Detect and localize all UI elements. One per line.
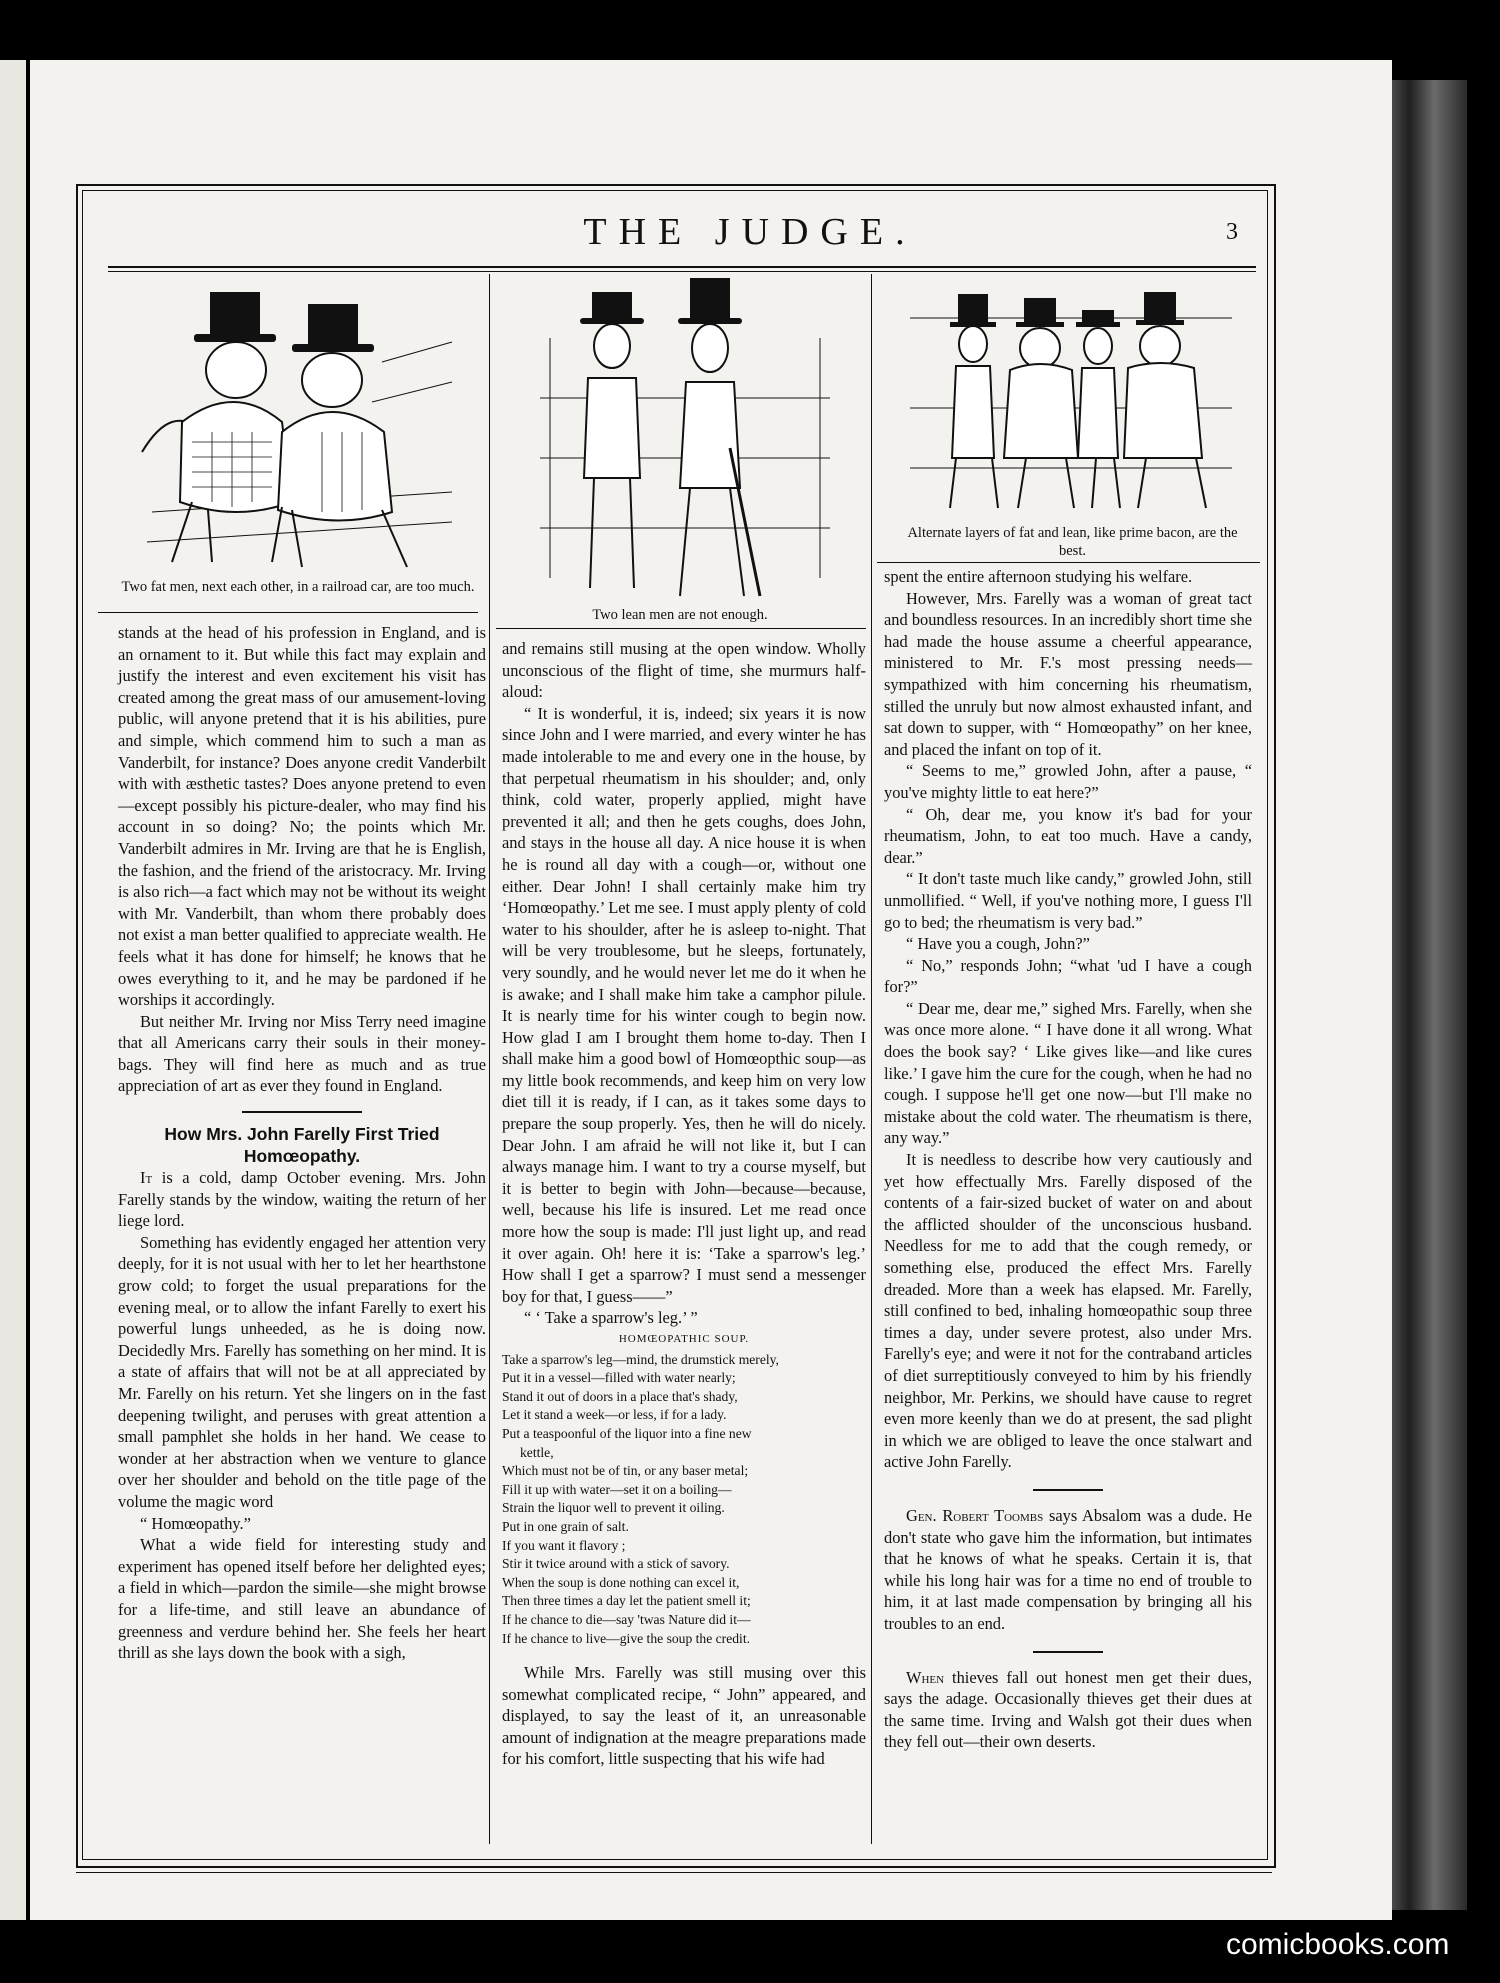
verse-line: Put it in a vessel—filled with water nearly;	[502, 1370, 736, 1386]
verse-line: Stand it out of doors in a place that's shady,	[502, 1388, 738, 1404]
col3-para-1: spent the entire afternoon studying his welfare.	[884, 567, 1193, 586]
book-page-edges	[1385, 80, 1467, 1910]
story-first-word: It	[140, 1168, 153, 1188]
verse-line: Put in one grain of salt.	[502, 1518, 629, 1534]
col3-item-1	[884, 1505, 1252, 1635]
story-heading: How Mrs. John Farelly First Tried Homœopathy.	[164, 1124, 440, 1167]
page-bottom-rule	[76, 1872, 1272, 1873]
col3-para-8: “ Dear me, dear me,” sighed Mrs. Farelly, when she was once more alone. “ I have done it all wrong. What does the book say? ‘ Like gives like—and like cures like.’ I gave him the cure for the cough, when he had no cough. I suppose he'll get one now—but I'll make no mistake about the cold water. The rheumatism is there, any way.”	[884, 998, 1252, 1148]
adjacent-page-edge	[0, 60, 26, 1920]
col3-cartoon-rule	[877, 562, 1260, 563]
col3-para-3: “ Seems to me,” growled John, after a pause, “ you've mighty little to eat here?”	[884, 761, 1252, 802]
col3-item-2	[884, 1667, 1252, 1753]
item1-text: says Absalom was a dude. He don't state who gave him the information, but intimates that he knows of what he speaks. Certain it is, that while his long hair was for a time no end of trouble to him, it at last made compensation by bringing all his troubles to an end.	[884, 1505, 1252, 1633]
verse-line: Strain the liquor well to prevent it oiling.	[502, 1500, 725, 1516]
col3-divider-1	[1033, 1489, 1103, 1491]
verse-line: Put a teaspoonful of the liquor into a fine new	[502, 1425, 752, 1441]
masthead-rule	[108, 266, 1256, 268]
col2-para-3: “ ‘ Take a sparrow's leg.’ ”	[524, 1308, 698, 1328]
col3-para-7: “ No,” responds John; “what 'ud I have a cough for?”	[884, 955, 1252, 997]
col3-para-9: It is needless to describe how very cautiously and yet how effectually Mrs. Farelly disposed of the contents of a fair-sized bucket of water on and about the afflicted shoulder of the unconscious husband. Needless for me to add that the cough remedy, or something else, produced the effect Mrs. Farelly dreaded. More than a week has elapsed. Mr. Farelly, still confined to bed, inhaling homœopathic soup three times a day, under severe protest, also under Mrs. Farelly's eye; and were it not for the contraband articles of diet surreptitiously conveyed to him by his friendly neighbor, Mr. Perkins, we should have cause to regret even more keenly than we do at present, the sad plight in which we are obliged to leave the once stalwart and active John Farelly.	[884, 1150, 1252, 1472]
cartoon-two-fat-men	[132, 282, 462, 572]
story-para-1-text: is a cold, damp October evening. Mrs. John Farelly stands by the window, waiting the return of her liege lord.	[118, 1168, 486, 1231]
item1-lead: Gen. Robert Toombs	[906, 1505, 1044, 1525]
column-divider-2	[871, 274, 872, 1844]
col3-para-2: However, Mrs. Farelly was a woman of great tact and boundless resources. In an incredibly short time she had made the house assume a cheerful appearance, ministered to Mr. F.'s most pressing needs—sympathized with him concerning his rheumatism, stilled the unruly but now almost exhausted infant, and sat down to supper, with “ Homœopathy” on her knee, and placed the infant on top of it.	[884, 588, 1252, 759]
verse-line: When the soup is done nothing can excel it,	[502, 1574, 740, 1590]
cartoon-fat-and-lean	[906, 288, 1236, 510]
item2-lead: When	[906, 1667, 945, 1687]
col2-para-1: and remains still musing at the open window. Wholly unconscious of the flight of time, she murmurs half-aloud:	[502, 639, 866, 702]
col2-para-after: While Mrs. Farelly was still musing over this somewhat complicated recipe, “ John” appeared, and displayed, to say the least of it, an unreasonable amount of indignation at the meagre preparations made for his comfort, little suspecting that his wife had	[502, 1663, 866, 1769]
col1-para-2: But neither Mr. Irving nor Miss Terry need imagine that all Americans carry their souls in their money-bags. They will find here as much and as true appreciation of art as ever they found in England.	[118, 1011, 486, 1096]
col1-story-para-1	[118, 1167, 486, 1232]
col2-para-2: “ It is wonderful, it is, indeed; six years it is now since John and I were married, and every winter he has made intolerable to me and every one in the house, by that perpetual rheumatism in his shoulder; and, only think, cold water, properly applied, might have prevented it all; and then he gets coughs, does John, and stays in the house all day. A nice house it is when he is round all day with a cough—or, without one either. Dear John! I shall certainly make him try ‘Homœopathy.’ Let me see. I must apply plenty of cold water to his shoulder, after he is asleep to-night. That will be very troublesome, but he sleeps, fortunately, very soundly, and he would never let me do it when he is awake; and I shall make him take a camphor pilule. It is nearly time for his winter cough to begin now. How glad I am I brought them home to-day. Then I shall make him a good bowl of Homœopthic soup—as my little book recommends, and keep him on very low diet till it is ready, if I can, as it takes some days to prepare the soup properly. Yes, then he will do nicely. Dear John. I am afraid he will not like it, but I can always manage him. I want to try a course myself, but it is better to begin with John—because—because, well, because his life is insured. Let me read once more how the soup is made: I'll just light up, and read it over again. Oh! here it is: ‘Take a sparrow's leg.’ How shall I get a sparrow? I must send a messenger boy for that, I guess——”	[502, 703, 866, 1306]
col3-para-6: “ Have you a cough, John?”	[906, 934, 1090, 954]
cartoon-two-lean-men	[530, 278, 840, 600]
caption-right: Alternate layers of fat and lean, like prime bacon, are the best.	[907, 525, 1238, 559]
verse-line: If he chance to die—say 'twas Nature did it—	[502, 1611, 751, 1627]
col3-divider-2	[1033, 1651, 1103, 1653]
column-3	[884, 566, 1252, 1753]
col3-para-5: “ It don't taste much like candy,” growled John, still unmollified. “ Well, if you've nothing more, I guess I'll go to bed; the rheumatism is very bad.”	[884, 869, 1252, 932]
verse-line: Then three times a day let the patient smell it;	[502, 1593, 751, 1609]
column-divider-1	[489, 274, 490, 1844]
col3-para-4: “ Oh, dear me, you know it's bad for your rheumatism, John, to eat too much. Have a candy, dear.”	[884, 804, 1252, 867]
verse-line: Take a sparrow's leg—mind, the drumstick merely,	[502, 1351, 779, 1367]
verse-line: If you want it flavory ;	[502, 1537, 626, 1553]
column-1	[118, 622, 486, 1664]
col1-story-para-3: “ Homœopathy.”	[140, 1513, 251, 1533]
verse-block	[502, 1351, 866, 1649]
page-number: 3	[1226, 219, 1238, 245]
col2-cartoon-rule	[496, 628, 866, 629]
column-2	[502, 638, 866, 1770]
caption-middle: Two lean men are not enough.	[592, 607, 768, 623]
col1-cartoon-rule	[98, 612, 478, 613]
verse-line: Stir it twice around with a stick of savory.	[502, 1556, 730, 1572]
verse-line: kettle,	[520, 1444, 554, 1460]
col1-story-para-4: What a wide field for interesting study and experiment has opened itself before her delighted eyes; a field in which—pardon the simile—she might browse for a life-time, and still leave an abundance of greenness and verdure behind her. She feels her heart thrill as she lays down the book with a sigh,	[118, 1535, 486, 1663]
item2-text: thieves fall out honest men get their dues, says the adage. Occasionally thieves get their dues at the same time. Irving and Walsh got their dues when they fell out—their own deserts.	[884, 1667, 1252, 1752]
col1-story-para-2: Something has evidently engaged her attention very deeply, for it is not usual with her to let her hearthstone grow cold; to forget the usual preparations for the evening meal, or to allow the infant Farelly to exert his powerful lungs unheeded, as he is doing now. Decidedly Mrs. Farelly has something on her mind. It is a state of affairs that will not be at all appreciated by Mr. Farelly on his return. Yet she lingers on in the fast deepening twilight, and peruses with great attention a small pamphlet she holds in her hand. We cease to wonder at her abstraction when we venture to glance over her shoulder and behold on the title page of the volume the magic word	[118, 1232, 486, 1511]
verse-line: If he chance to live—give the soup the credit.	[502, 1630, 750, 1646]
verse-line: Let it stand a week—or less, if for a lady.	[502, 1407, 727, 1423]
caption-left: Two fat men, next each other, in a railroad car, are too much.	[121, 579, 475, 595]
site-watermark: comicbooks.com	[1226, 1928, 1450, 1961]
verse-line: Fill it up with water—set it on a boiling—	[502, 1481, 732, 1497]
verse-title: HOMŒOPATHIC SOUP.	[618, 1333, 750, 1345]
masthead-rule-thin	[108, 271, 1256, 272]
verse-line: Which must not be of tin, or any baser metal;	[502, 1463, 749, 1479]
masthead-title: THE JUDGE.	[583, 211, 917, 253]
col1-para-1: stands at the head of his profession in England, and is an ornament to it. But while this fact may explain and justify the interest and even excitement his visit has created among the great mass of our amusement-loving public, will anyone pretend that it is his abilities, pure and simple, which commend him to such a man as Vanderbilt, for instance? Does anyone credit Vanderbilt with with æsthetic tastes? Does anyone pretend to even—except possibly his picture-dealer, who may find his account in so doing? No; the points which Mr. Vanderbilt admires in Mr. Irving are that he is English, the fashion, and the friend of the aristocracy. Mr. Irving is also rich—a fact which may not be without its weight with Mr. Vanderbilt, than whom there probably does not exist a man better qualified to appreciate wealth. He feels what it has done for himself; he knows that he owes everything to it, and he may be pardoned if he worships it accordingly.	[118, 623, 486, 1010]
col1-divider	[242, 1111, 362, 1113]
